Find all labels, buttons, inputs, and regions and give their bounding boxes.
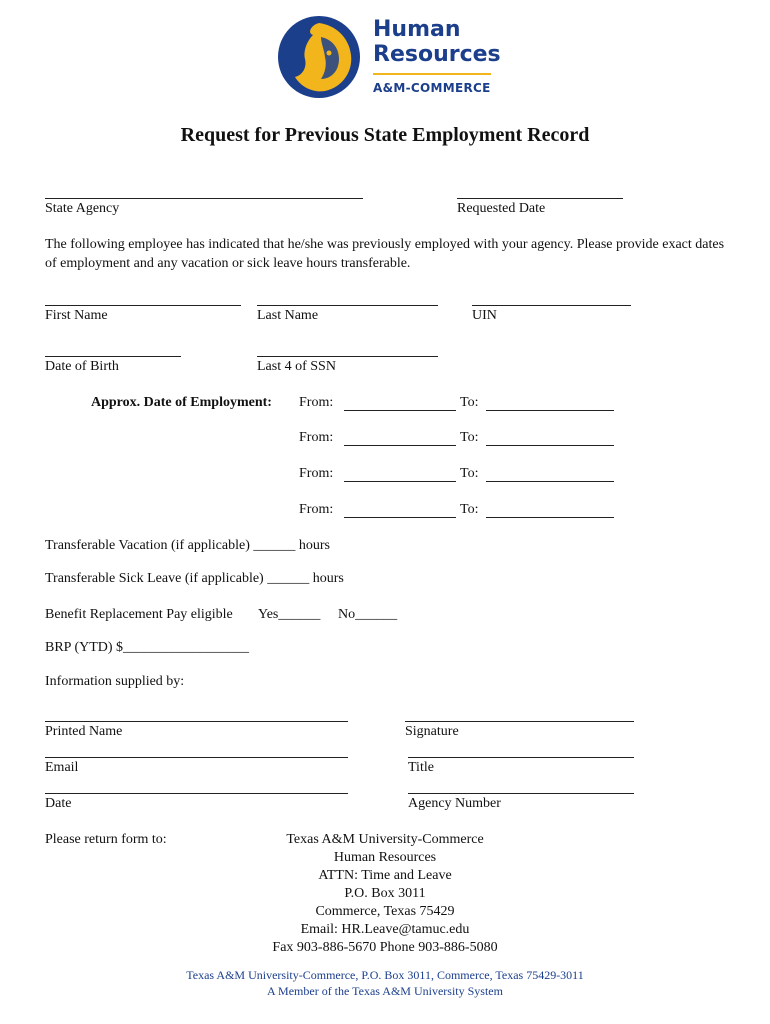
dob-field[interactable] bbox=[45, 356, 181, 357]
vacation-row bbox=[45, 538, 330, 554]
last-name-field[interactable] bbox=[257, 305, 438, 306]
return-line: P.O. Box 3011 bbox=[344, 886, 426, 901]
vacation-unit: hours bbox=[298, 538, 330, 553]
ssn-field[interactable] bbox=[257, 356, 438, 357]
from-date-field[interactable] bbox=[344, 410, 456, 411]
to-label: To: bbox=[460, 395, 479, 410]
printed-name-label: Printed Name bbox=[45, 724, 123, 739]
to-date-field[interactable] bbox=[486, 445, 614, 446]
return-line: Fax 903-886-5670 Phone 903-886-5080 bbox=[272, 940, 498, 955]
brp-yes-field[interactable]: Yes______ bbox=[258, 607, 321, 622]
return-line: Commerce, Texas 75429 bbox=[315, 904, 455, 919]
to-label: To: bbox=[460, 430, 479, 445]
agency-number-label: Agency Number bbox=[408, 796, 501, 811]
state-agency-label: State Agency bbox=[45, 201, 120, 216]
uin-label: UIN bbox=[472, 308, 497, 323]
requested-date-label: Requested Date bbox=[457, 201, 546, 216]
page-title: Request for Previous State Employment Record bbox=[180, 124, 590, 146]
to-date-field[interactable] bbox=[486, 481, 614, 482]
logo-divider bbox=[373, 73, 491, 75]
signature-label: Signature bbox=[405, 724, 459, 739]
last-name-label: Last Name bbox=[257, 308, 319, 323]
date-label: Date bbox=[45, 796, 72, 811]
lion-head-logo-icon bbox=[277, 15, 361, 99]
return-address bbox=[235, 831, 535, 957]
date-field[interactable] bbox=[45, 793, 348, 794]
from-date-field[interactable] bbox=[344, 445, 456, 446]
sick-leave-row bbox=[45, 571, 344, 587]
email-label: Email bbox=[45, 760, 79, 775]
email-field[interactable] bbox=[45, 757, 348, 758]
sick-leave-unit: hours bbox=[312, 571, 344, 586]
supplied-by-label: Information supplied by: bbox=[45, 674, 185, 689]
uin-field[interactable] bbox=[472, 305, 631, 306]
logo-text-am-commerce: A&M-COMMERCE bbox=[373, 81, 491, 95]
dob-label: Date of Birth bbox=[45, 359, 119, 374]
to-label: To: bbox=[460, 502, 479, 517]
logo-text-resources: Resources bbox=[373, 42, 501, 67]
intro-paragraph: The following employee has indicated that he/she was previously employed with your agency. Please provide exact dates of employment and any vacation or sick leave hours transferable. bbox=[45, 237, 725, 271]
footer-address: Texas A&M University-Commerce, P.O. Box 3011, Commerce, Texas 75429-3011 bbox=[186, 968, 584, 982]
vacation-label: Transferable Vacation (if applicable) bbox=[45, 538, 250, 553]
brp-no-field[interactable]: No______ bbox=[338, 607, 398, 622]
title-field[interactable] bbox=[408, 757, 634, 758]
brp-eligible-label: Benefit Replacement Pay eligible bbox=[45, 607, 233, 622]
to-date-field[interactable] bbox=[486, 517, 614, 518]
to-label: To: bbox=[460, 466, 479, 481]
printed-name-field[interactable] bbox=[45, 721, 348, 722]
from-label: From: bbox=[299, 430, 334, 445]
to-date-field[interactable] bbox=[486, 410, 614, 411]
agency-number-field[interactable] bbox=[408, 793, 634, 794]
return-label: Please return form to: bbox=[45, 832, 167, 847]
vacation-hours-field[interactable]: ______ bbox=[253, 538, 296, 553]
ssn-label: Last 4 of SSN bbox=[257, 359, 336, 374]
logo-text-human: Human bbox=[373, 17, 461, 42]
state-agency-field[interactable] bbox=[45, 198, 363, 199]
requested-date-field[interactable] bbox=[457, 198, 623, 199]
brp-ytd-field[interactable]: BRP (YTD) $__________________ bbox=[45, 640, 250, 655]
sick-leave-hours-field[interactable]: ______ bbox=[267, 571, 310, 586]
first-name-label: First Name bbox=[45, 308, 108, 323]
from-label: From: bbox=[299, 502, 334, 517]
sick-leave-label: Transferable Sick Leave (if applicable) bbox=[45, 571, 264, 586]
from-label: From: bbox=[299, 395, 334, 410]
footer-system: A Member of the Texas A&M University System bbox=[267, 984, 503, 998]
return-email: Email: HR.Leave@tamuc.edu bbox=[300, 922, 470, 937]
return-line: Texas A&M University-Commerce bbox=[286, 832, 484, 847]
return-line: Human Resources bbox=[333, 850, 437, 865]
first-name-field[interactable] bbox=[45, 305, 241, 306]
return-line: ATTN: Time and Leave bbox=[318, 868, 452, 883]
from-label: From: bbox=[299, 466, 334, 481]
signature-field[interactable] bbox=[405, 721, 634, 722]
title-label: Title bbox=[408, 760, 434, 775]
from-date-field[interactable] bbox=[344, 517, 456, 518]
from-date-field[interactable] bbox=[344, 481, 456, 482]
employment-date-label: Approx. Date of Employment: bbox=[91, 395, 272, 410]
